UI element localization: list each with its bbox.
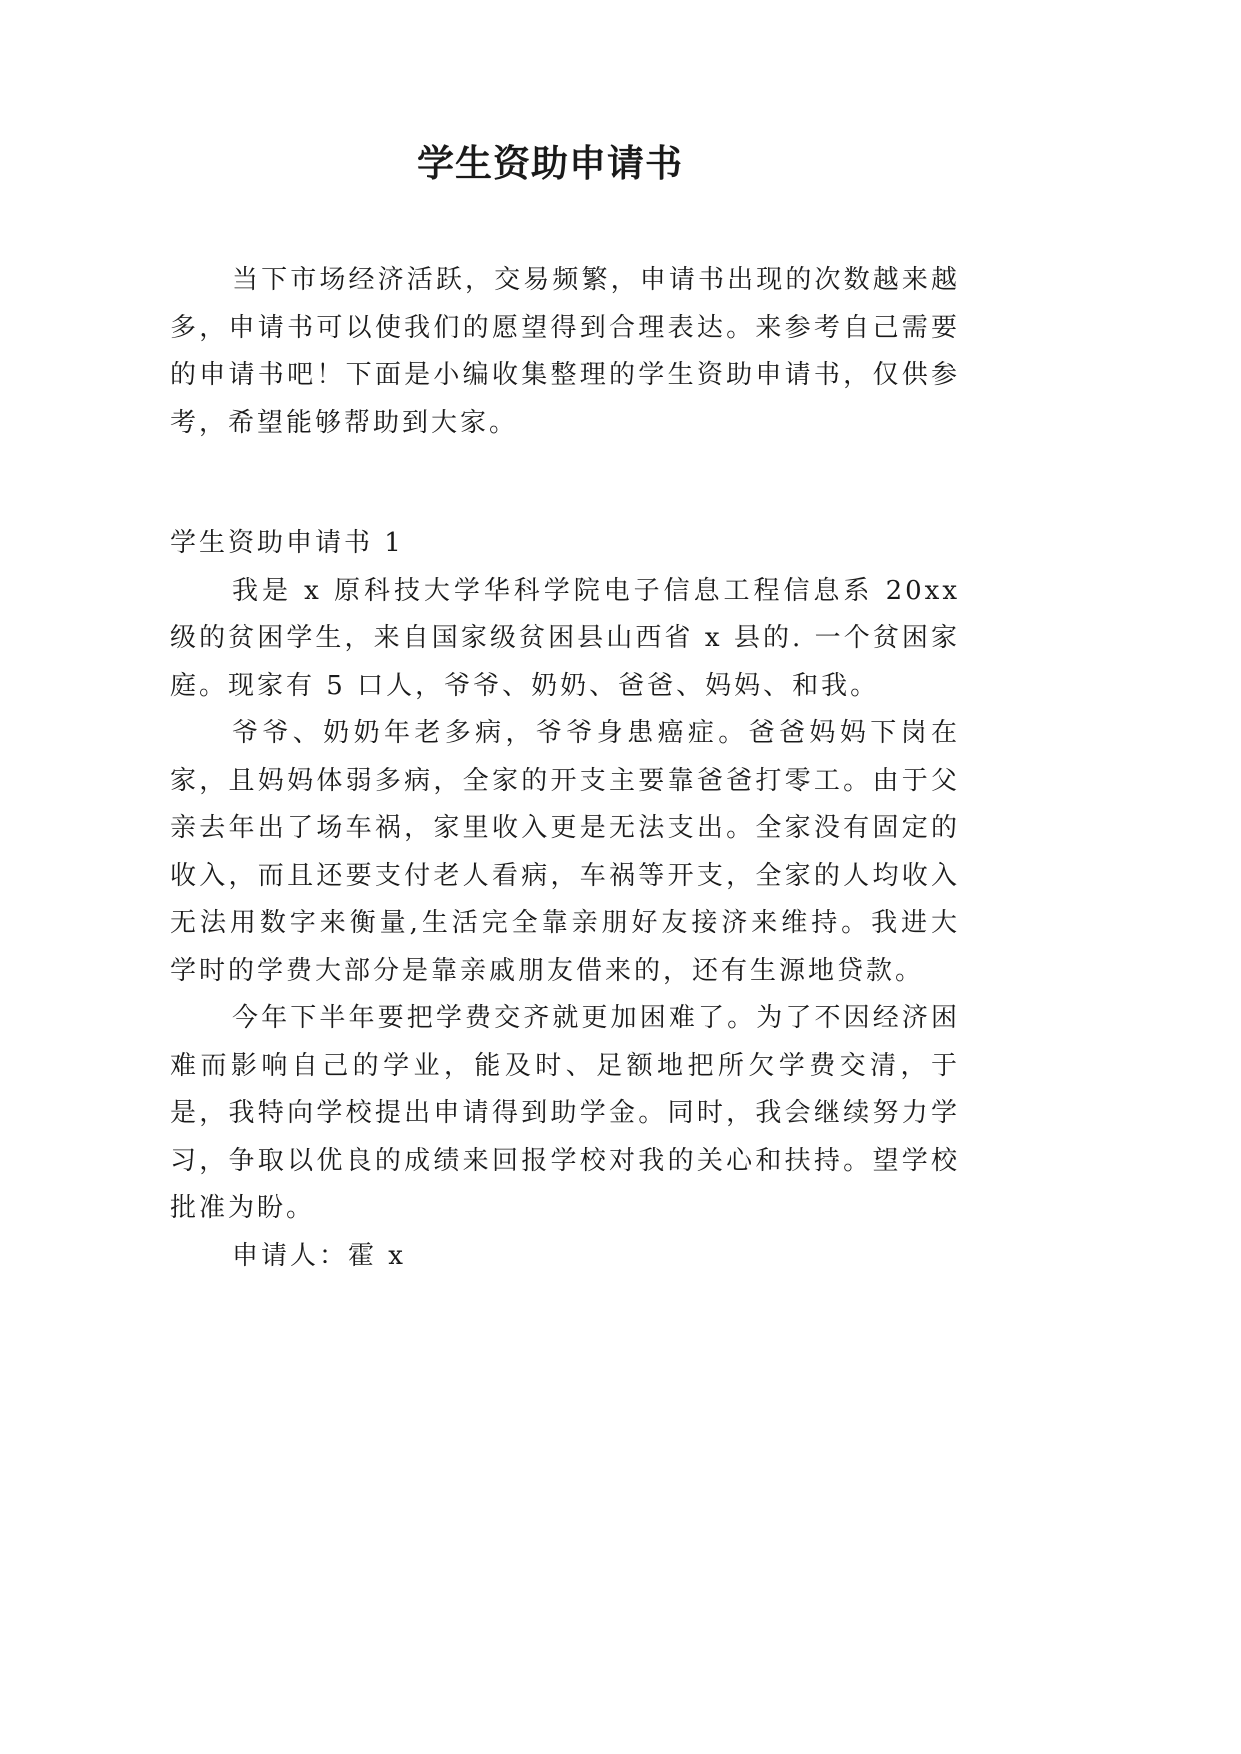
document-title: 学生资助申请书 <box>417 142 683 185</box>
body-paragraph-2: 爷爷、奶奶年老多病，爷爷身患癌症。爸爸妈妈下岗在家，且妈妈体弱多病，全家的开支主要靠爸爸打零工。由于父亲去年出了场车祸，家里收入更是无法支出。全家没有固定的收入，而且还要支付老人看病，车祸等开支，全家的人均收入无法用数字来衡量,生活完全靠亲朋好友接济来维持。我进大学时的学费大部分是靠亲戚朋友借来的，还有生源地贷款。 <box>170 718 960 986</box>
signature-line: 申请人：霍 x <box>232 1240 406 1271</box>
intro-paragraph: 当下市场经济活跃，交易频繁，申请书出现的次数越来越多，申请书可以使我们的愿望得到合理表达。来参考自己需要的申请书吧！下面是小编收集整理的学生资助申请书，仅供参考，希望能够帮助到大家。 <box>170 265 960 438</box>
section-heading: 学生资助申请书 1 <box>170 528 404 558</box>
body-paragraph-3: 今年下半年要把学费交齐就更加困难了。为了不因经济困难而影响自己的学业，能及时、足额地把所欠学费交清，于是，我特向学校提出申请得到助学金。同时，我会继续努力学习，争取以优良的成绩来回报学校对我的关心和扶持。望学校批准为盼。 <box>170 1003 960 1223</box>
application-body <box>170 520 960 1280</box>
intro-block <box>170 257 960 447</box>
body-paragraph-1: 我是 x 原科技大学华科学院电子信息工程信息系 20xx 级的贫困学生，来自国家级贫困县山西省 x 县的. 一个贫困家庭。现家有 5 口人，爷爷、奶奶、爸爸、妈妈、和我。 <box>170 575 960 701</box>
